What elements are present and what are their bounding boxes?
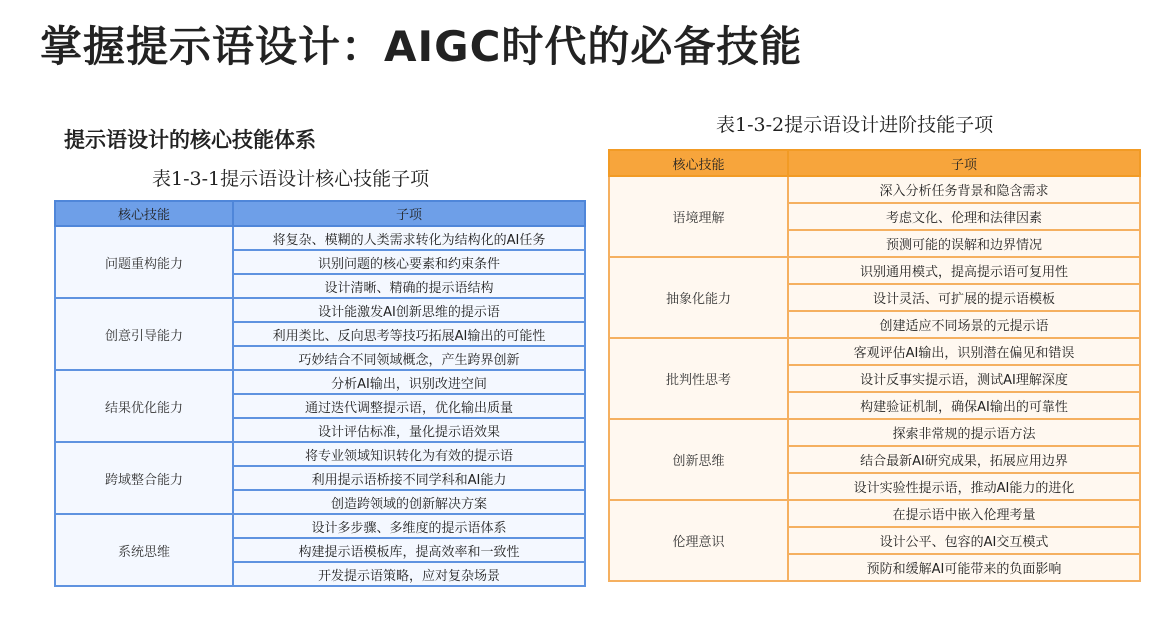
header-sub-item: 子项 [788,150,1140,176]
table-row [609,176,1140,203]
sub-item-cell: 创建适应不同场景的元提示语 [788,311,1140,338]
header-sub-item: 子项 [233,201,585,226]
skill-cell: 创意引导能力 [55,298,233,370]
skill-cell: 问题重构能力 [55,226,233,298]
skill-cell: 跨域整合能力 [55,442,233,514]
sub-item-cell: 分析AI输出，识别改进空间 [233,370,585,394]
header-core-skill: 核心技能 [55,201,233,226]
sub-item-cell: 通过迭代调整提示语，优化输出质量 [233,394,585,418]
table-header-row [55,201,585,226]
table-row [609,338,1140,365]
skill-cell: 系统思维 [55,514,233,586]
table-row [609,257,1140,284]
advanced-skills-table [608,149,1141,582]
table-row [55,514,585,538]
sub-item-cell: 在提示语中嵌入伦理考量 [788,500,1140,527]
sub-item-cell: 设计灵活、可扩展的提示语模板 [788,284,1140,311]
header-core-skill: 核心技能 [609,150,788,176]
skill-cell: 结果优化能力 [55,370,233,442]
core-skills-table [54,200,586,587]
section-heading: 提示语设计的核心技能体系 [64,128,316,152]
sub-item-cell: 设计清晰、精确的提示语结构 [233,274,585,298]
sub-item-cell: 将专业领域知识转化为有效的提示语 [233,442,585,466]
sub-item-cell: 创造跨领域的创新解决方案 [233,490,585,514]
table-row [609,500,1140,527]
table-header-row [609,150,1140,176]
sub-item-cell: 设计评估标准，量化提示语效果 [233,418,585,442]
skill-cell: 抽象化能力 [609,257,788,338]
sub-item-cell: 预防和缓解AI可能带来的负面影响 [788,554,1140,581]
skill-cell: 创新思维 [609,419,788,500]
left-table-caption: 表1-3-1提示语设计核心技能子项 [152,168,430,190]
sub-item-cell: 设计公平、包容的AI交互模式 [788,527,1140,554]
sub-item-cell: 设计反事实提示语，测试AI理解深度 [788,365,1140,392]
skill-cell: 伦理意识 [609,500,788,581]
sub-item-cell: 开发提示语策略，应对复杂场景 [233,562,585,586]
sub-item-cell: 结合最新AI研究成果，拓展应用边界 [788,446,1140,473]
sub-item-cell: 构建提示语模板库，提高效率和一致性 [233,538,585,562]
table-row [55,226,585,250]
sub-item-cell: 利用类比、反向思考等技巧拓展AI输出的可能性 [233,322,585,346]
sub-item-cell: 构建验证机制，确保AI输出的可靠性 [788,392,1140,419]
sub-item-cell: 利用提示语桥接不同学科和AI能力 [233,466,585,490]
right-table-caption: 表1-3-2提示语设计进阶技能子项 [716,114,994,136]
table-row [55,298,585,322]
sub-item-cell: 预测可能的误解和边界情况 [788,230,1140,257]
sub-item-cell: 设计能激发AI创新思维的提示语 [233,298,585,322]
sub-item-cell: 巧妙结合不同领域概念，产生跨界创新 [233,346,585,370]
sub-item-cell: 设计实验性提示语，推动AI能力的进化 [788,473,1140,500]
sub-item-cell: 识别通用模式，提高提示语可复用性 [788,257,1140,284]
page-title: 掌握提示语设计：AIGC时代的必备技能 [40,22,803,71]
sub-item-cell: 将复杂、模糊的人类需求转化为结构化的AI任务 [233,226,585,250]
sub-item-cell: 识别问题的核心要素和约束条件 [233,250,585,274]
skill-cell: 语境理解 [609,176,788,257]
sub-item-cell: 探索非常规的提示语方法 [788,419,1140,446]
sub-item-cell: 设计多步骤、多维度的提示语体系 [233,514,585,538]
sub-item-cell: 深入分析任务背景和隐含需求 [788,176,1140,203]
table-row [55,370,585,394]
skill-cell: 批判性思考 [609,338,788,419]
sub-item-cell: 客观评估AI输出，识别潜在偏见和错误 [788,338,1140,365]
sub-item-cell: 考虑文化、伦理和法律因素 [788,203,1140,230]
table-row [609,419,1140,446]
table-row [55,442,585,466]
